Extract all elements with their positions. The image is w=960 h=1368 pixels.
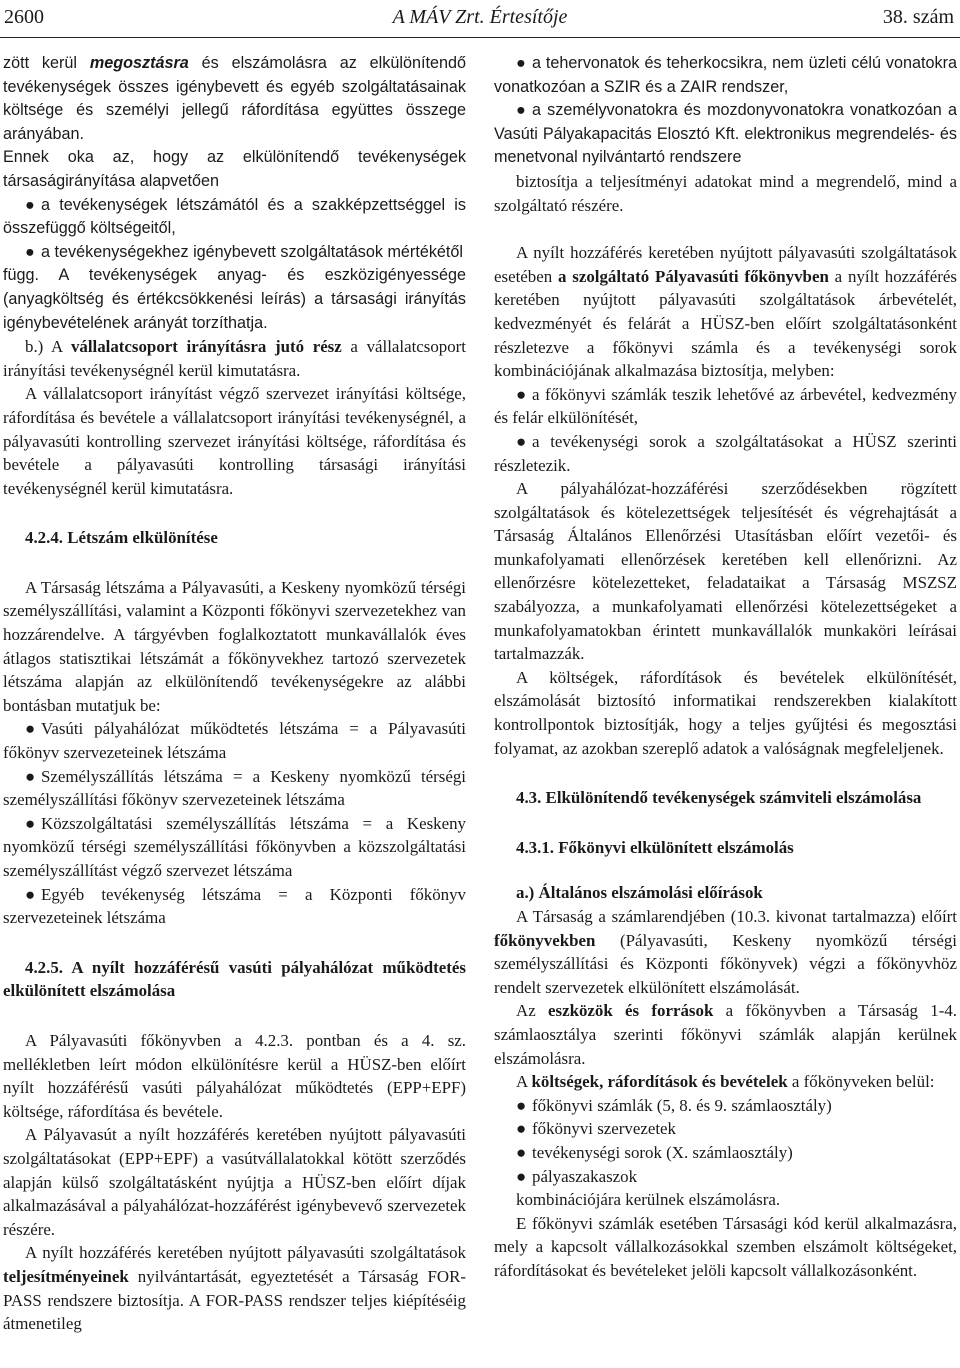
bullet-icon: ●: [516, 54, 526, 72]
page-header: [0, 0, 960, 40]
list-item: ● pályaszakaszok: [494, 1165, 957, 1189]
page-number: 2600: [4, 6, 44, 28]
list-item: ● a tehervonatok és teherkocsikra, nem üzleti célú vonatokra vonatkozóan a SZIR és a ZAIR rendszer,: [494, 54, 957, 96]
bullet-icon: ●: [25, 719, 36, 739]
section-heading: 4.2.5. A nyílt hozzáférésű vasúti pályahálózat működtetés elkülönített elszámolása: [3, 957, 466, 1001]
emphasis: megosztásra: [89, 54, 189, 72]
paragraph: A pályahálózat-hozzáférési szerződésekben rögzített szolgáltatások és kötelezettségek teljesítését és végrehajtását a Társaság Általános Ellenőrzési Utasításban előírt vezetői- és munkafolyamati ellenőrzések keretében kell ellenőrizni. Az ellenőrzésre kötelezetteket, feladataikat a Társaság MSZSZ szabályozza, a munkafolyamati ellenőrzési kötelezettségeket a munkafolyamatokban érintett munkavállalók munkaköri leírásai tartalmazzák.: [494, 479, 957, 664]
journal-title: A MÁV Zrt. Értesítője: [392, 6, 568, 28]
paragraph: függ. A tevékenységek anyag- és eszközigényessége (anyagköltség és értékcsökkenési leírás) a társasági irányítás igénybevételének arányát torzíthatja.: [3, 266, 466, 332]
paragraph: A nyílt hozzáférés keretében nyújtott pályavasúti szolgáltatások esetében a szolgáltató Pályavasúti főkönyvben a nyílt hozzáférés keretében nyújtott pályavasúti szolgáltatások árbevételét, kedvezményét és felárát a HÜSZ-ben előírt szolgáltatásonként részletezve a főkönyvi számla és a tevékenységi sorok kombinációjának alkalmazása biztosítja, melyben:: [494, 243, 957, 381]
bullet-icon: ●: [25, 242, 35, 261]
list-item: ● Vasúti pályahálózat működtetés létszáma = a Pályavasúti főkönyv szervezeteinek létszáma: [3, 719, 466, 763]
paragraph: A vállalatcsoport irányítást végző szervezet irányítási költsége, ráfordítása és bevétele a vállalatcsoport irányítási tevékenységnél, a pályavasúti kontrolling szervezet irányítási költsége, ráfordítása és bevétele a pályavasúti kontrolling társasági irányítási tevékenységnél kerül kimutatásra.: [3, 384, 466, 498]
list-item: ● a tevékenységekhez igénybevett szolgáltatások mértékétől: [3, 241, 466, 265]
paragraph: A Pályavasút a nyílt hozzáférés keretében nyújtott pályavasúti szolgáltatásokat (EPP+EPF) a vasútvállalatokkal kötött szerződés alapján külső szolgáltatásként nyújtja a HÜSZ-ben előírt díjak alkalmazásával a pályahálózat-hozzáférést igénybevevő szervezetek részére.: [3, 1125, 466, 1239]
section-heading: 4.3. Elkülönítendő tevékenységek számviteli elszámolása: [516, 788, 922, 808]
bullet-list: [494, 383, 957, 477]
left-column: [3, 52, 466, 1362]
paragraph: A költségek, ráfordítások és bevételek elkülönítését, elszámolását biztosító informatikai rendszerekben kialakított kontrollpontok biztosítják, hogy a teljes gyűjtési és megosztási folyamat, az azokban szereplő adatok a valóságnak megfeleljenek.: [494, 667, 957, 758]
paragraph: biztosítja a teljesítményi adatokat mind a megrendelő, mind a szolgáltató részére.: [494, 171, 957, 215]
bullet-icon: ●: [25, 766, 36, 786]
right-column: [494, 52, 957, 1362]
bullet-icon: ●: [516, 101, 526, 120]
section-heading: 4.2.4. Létszám elkülönítése: [25, 528, 218, 548]
section-heading: 4.3.1. Főkönyvi elkülönített elszámolás: [516, 837, 794, 857]
bullet-icon: ●: [516, 1119, 527, 1139]
paragraph: A Pályavasúti főkönyvben a 4.2.3. pontban és a 4. sz. mellékletben leírt módon elkülönítésre kerül a HÜSZ-ben előírt nyílt hozzáférésű vasúti pályahálózat működtetés (EPP+EPF) költsége, ráfordítása és bevétele.: [3, 1030, 466, 1121]
list-item: ● a személyvonatokra és mozdonyvonatokra vonatkozóan a Vasúti Pályakapacitás Elosztó Kft. elektronikus megrendelés- és menetvonal nyilvántartó rendszere: [494, 101, 957, 167]
list-item: ● főkönyvi szervezetek: [494, 1117, 957, 1141]
paragraph: kombinációjára kerülnek elszámolásra.: [516, 1190, 781, 1210]
paragraph: zött kerül megosztásra és elszámolásra az elkülönítendő tevékenységek összes igénybevett és egyéb szolgáltatásainak költsége és személyi jellegű ráfordítása együttes összege arányában.: [3, 54, 466, 143]
paragraph: A költségek, ráfordítások és bevételek a főkönyveken belül:: [516, 1072, 935, 1092]
spacer: [494, 217, 957, 241]
bullet-icon: ●: [516, 1095, 527, 1115]
paragraph: b.) A vállalatcsoport irányításra jutó rész a vállalatcsoport irányítási tevékenységnél kerül kimutatásra.: [3, 337, 466, 380]
bullet-icon: ●: [516, 1142, 527, 1162]
bullet-icon: ●: [516, 431, 527, 451]
bullet-list: [494, 1094, 957, 1188]
list-item: ● Személyszállítás létszáma = a Keskeny nyomközű térségi személyszállítási főkönyv szervezeteinek létszáma: [3, 766, 466, 810]
list-item: ● tevékenységi sorok (X. számlaosztály): [494, 1141, 957, 1165]
paragraph-ennek: Ennek oka az, hogy az elkülönítendő tevékenységek társaságirányítása alapvetően: [3, 148, 466, 190]
bullet-icon: ●: [25, 884, 36, 904]
list-item: ● Egyéb tevékenység létszáma = a Központi főkönyv szervezeteinek létszáma: [3, 884, 466, 928]
bullet-icon: ●: [25, 195, 35, 214]
bullet-list: [494, 52, 957, 170]
bullet-list: [3, 717, 466, 929]
bullet-list: [3, 194, 466, 265]
paragraph: A Társaság létszáma a Pályavasúti, a Keskeny nyomközű térségi személyszállítási, valamint a Központi főkönyvi szervezetekhez van hozzárendelve. A tárgyévben foglalkoztatott munkavállalók éves átlagos statisztikai létszámát a főkönyvekhez tartozó szervezetek létszáma alapján az elkülönítendő tevékenységekre az alábbi bontásban mutatjuk be:: [3, 577, 466, 715]
list-item: ● a tevékenységek létszámától és a szakképzettséggel is összefüggő költségeitől,: [3, 195, 466, 238]
list-item: ● a főkönyvi számlák teszik lehetővé az árbevétel, kedvezmény és felár elkülönítését,: [494, 384, 957, 428]
paragraph: A Társaság a számlarendjében (10.3. kivonat tartalmazza) előírt főkönyvekben (Pályavasúti, Keskeny nyomközű térségi személyszállítási és Központi főkönyvek) végzi a főkönyvhöz rendelt szervezetek elkülönített elszámolását.: [494, 907, 957, 997]
header-rule: [0, 37, 960, 38]
bullet-icon: ●: [25, 813, 36, 833]
list-item: ● a tevékenységi sorok a szolgáltatásokat a HÜSZ szerinti részletezik.: [494, 431, 957, 475]
bullet-icon: ●: [516, 1166, 527, 1186]
subsection-heading: a.) Általános elszámolási előírások: [516, 883, 763, 903]
spacer: [494, 871, 957, 881]
issue-number: 38. szám: [882, 6, 954, 28]
bullet-icon: ●: [516, 384, 527, 404]
list-item: ● főkönyvi számlák (5, 8. és 9. számlaosztály): [494, 1094, 957, 1118]
list-item: ● Közszolgáltatási személyszállítás létszáma = a Keskeny nyomközű térségi személyszállítási főkönyvben a közszolgáltatási személyszállítást végző szervezet létszáma: [3, 813, 466, 880]
paragraph: Az eszközök és források a főkönyvben a Társaság 1-4. számlaosztálya szerinti főkönyvi számlák alapján kerülnek elszámolásra.: [494, 1001, 957, 1068]
paragraph: E főkönyvi számlák esetében Társasági kód kerül alkalmazásra, mely a kapcsolt vállalkozásokkal szemben elszámolt költségeket, ráfordításokat és bevételeket jelöli kapcsolt vállalkozásonként.: [494, 1213, 957, 1280]
paragraph: A nyílt hozzáférés keretében nyújtott pályavasúti szolgáltatások teljesítményeinek nyilvántartását, egyeztetését a Társaság FOR-PASS rendszere biztosítja. A FOR-PASS rendszer teljes kiépítéséig átmenetileg: [3, 1243, 466, 1334]
